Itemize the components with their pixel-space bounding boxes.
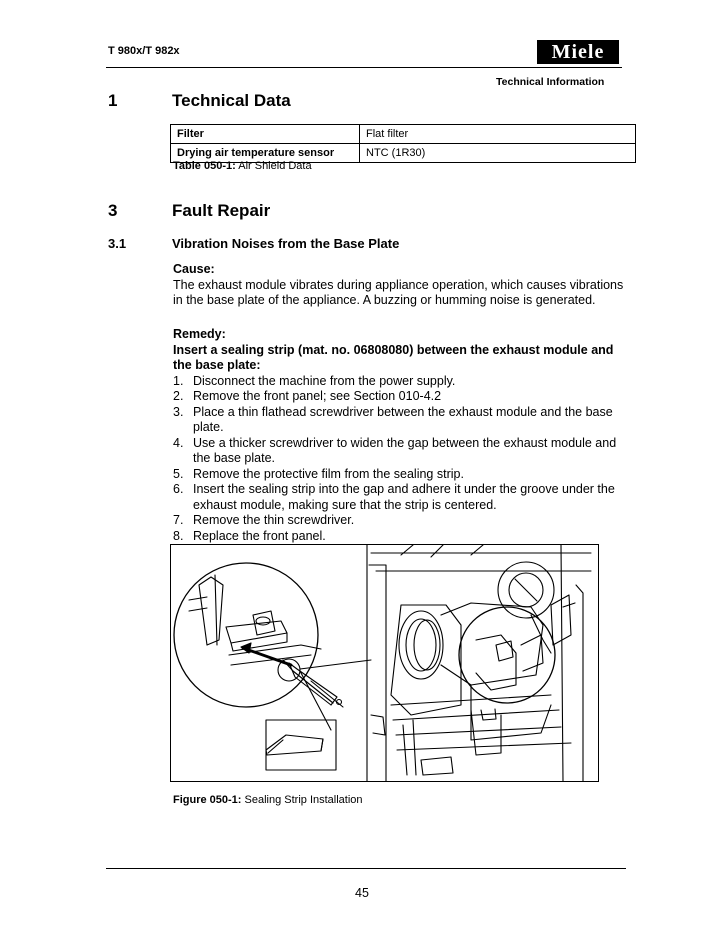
step-number: 7. bbox=[173, 513, 184, 527]
table-cell-label: Drying air temperature sensor bbox=[171, 144, 360, 163]
technical-data-table bbox=[170, 124, 636, 163]
list-item bbox=[173, 482, 633, 513]
page-number: 45 bbox=[355, 886, 369, 900]
table-cell-label: Filter bbox=[171, 125, 360, 144]
sealing-strip-illustration bbox=[171, 545, 598, 781]
step-text: Remove the thin screwdriver. bbox=[193, 513, 355, 527]
step-number: 5. bbox=[173, 466, 184, 481]
section-1-title: Technical Data bbox=[172, 91, 291, 110]
step-number: 6. bbox=[173, 482, 184, 496]
step-number: 3. bbox=[173, 404, 184, 419]
step-text: Remove the protective film from the sealing strip. bbox=[193, 466, 464, 481]
section-3-title: Fault Repair bbox=[172, 201, 271, 220]
step-text: Disconnect the machine from the power supply. bbox=[193, 373, 456, 388]
table-cell-value: NTC (1R30) bbox=[360, 144, 636, 163]
table-caption bbox=[173, 160, 312, 172]
table-row bbox=[171, 125, 636, 144]
appliance-interior-drawing bbox=[367, 545, 591, 781]
subsection-number: 3.1 bbox=[108, 236, 127, 251]
list-item bbox=[173, 467, 633, 483]
section-1-number: 1 bbox=[108, 91, 118, 110]
list-item bbox=[173, 436, 633, 467]
cause-label: Cause: bbox=[173, 262, 215, 276]
step-text: Insert the sealing strip into the gap and adhere it under the groove under the exhaust module, making sure that the strip is centered. bbox=[193, 482, 615, 512]
list-item bbox=[173, 374, 633, 390]
figure-caption-label: Figure 050-1: bbox=[173, 794, 242, 806]
cause-text: The exhaust module vibrates during appliance operation, which causes vibrations in the base plate of the appliance. A buzzing or humming noise is generated. bbox=[173, 277, 624, 307]
list-item bbox=[173, 405, 633, 436]
footer-divider bbox=[106, 868, 626, 869]
table-cell-value: Flat filter bbox=[360, 125, 636, 144]
table-caption-text: Air Shield Data bbox=[235, 160, 312, 172]
miele-logo bbox=[537, 40, 619, 64]
list-item bbox=[173, 513, 633, 529]
subsection-title: Vibration Noises from the Base Plate bbox=[172, 236, 400, 251]
list-item bbox=[173, 529, 633, 545]
step-number: 1. bbox=[173, 373, 184, 388]
table-caption-label: Table 050-1: bbox=[173, 160, 236, 172]
step-text: Use a thicker screwdriver to widen the gap between the exhaust module and the base plate. bbox=[193, 435, 617, 465]
figure-caption-text: Sealing Strip Installation bbox=[241, 794, 363, 806]
step-text: Replace the front panel. bbox=[193, 528, 326, 543]
remedy-label: Remedy: bbox=[173, 327, 226, 341]
installation-figure bbox=[170, 544, 599, 782]
figure-caption bbox=[173, 794, 363, 806]
step-number: 2. bbox=[173, 389, 184, 403]
remedy-steps-list bbox=[173, 374, 633, 545]
list-item bbox=[173, 389, 633, 405]
step-text: Place a thin flathead screwdriver between the exhaust module and the base plate. bbox=[193, 404, 613, 434]
remedy-block bbox=[173, 327, 633, 544]
step-text: Remove the front panel; see Section 010-4.2 bbox=[193, 389, 442, 403]
document-model-header: T 980x/T 982x bbox=[108, 45, 180, 57]
cause-block bbox=[173, 262, 633, 309]
detail-inset-drawing bbox=[174, 563, 371, 770]
step-number: 4. bbox=[173, 435, 184, 450]
step-number: 8. bbox=[173, 528, 184, 543]
miele-logo-text: Miele bbox=[551, 40, 605, 63]
section-header-label: Technical Information bbox=[496, 76, 605, 88]
remedy-intro: Insert a sealing strip (mat. no. 06808080) between the exhaust module and the base plate: bbox=[173, 342, 614, 372]
section-3-number: 3 bbox=[108, 201, 118, 220]
header-divider bbox=[106, 67, 622, 68]
